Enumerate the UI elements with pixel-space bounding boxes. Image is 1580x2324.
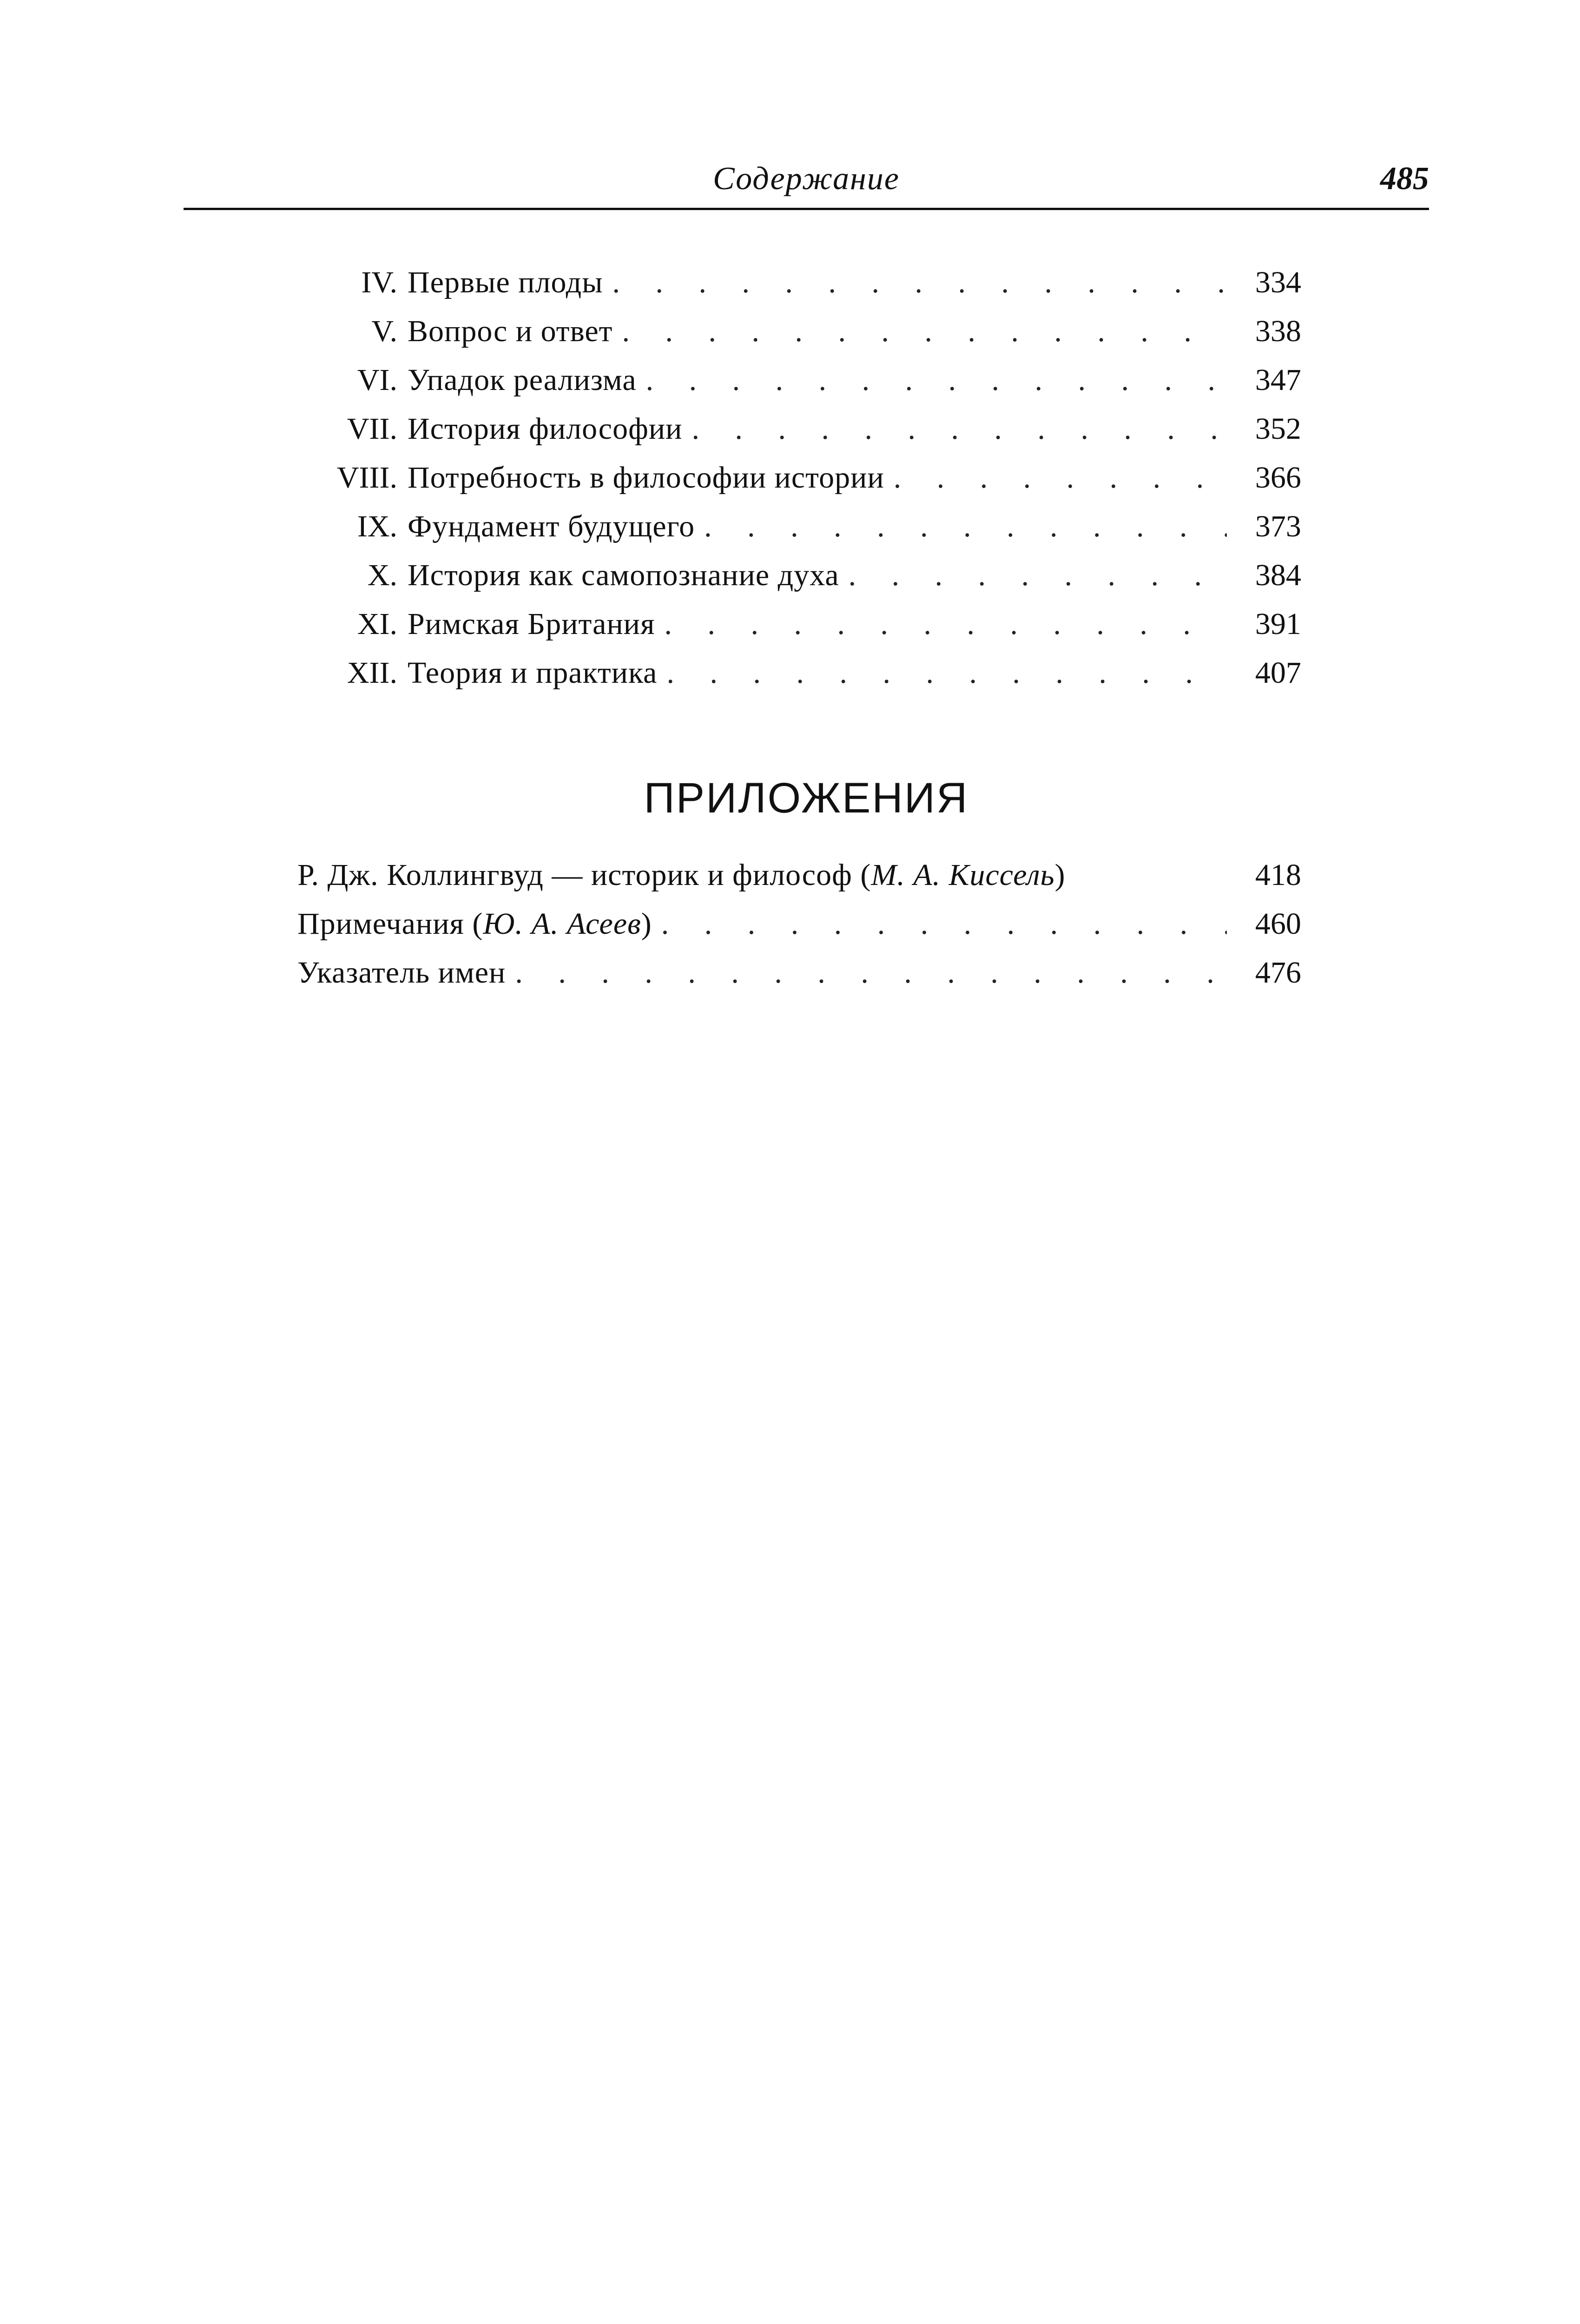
- appendix-author: М. А. Киссель: [871, 858, 1055, 892]
- chapter-page: 338: [1255, 314, 1301, 348]
- chapter-title: Вопрос и ответ: [408, 314, 613, 348]
- dot-leader: [622, 307, 1227, 356]
- running-head-title: Содержание: [713, 161, 900, 197]
- chapter-number: X.: [367, 558, 397, 592]
- appendix-entry-notes[interactable]: [297, 899, 1301, 948]
- chapter-page: 407: [1255, 656, 1301, 690]
- page-number: 485: [1380, 161, 1429, 197]
- chapter-page: 384: [1255, 558, 1301, 592]
- appendix-list: [297, 851, 1301, 997]
- toc-entry-ix[interactable]: [297, 502, 1301, 551]
- chapter-page: 391: [1255, 607, 1301, 641]
- chapter-title: Римская Британия: [408, 607, 655, 641]
- chapter-number: IX.: [357, 509, 397, 543]
- table-of-contents: [297, 258, 1301, 697]
- appendix-close-paren: ): [1054, 858, 1066, 892]
- toc-entry-viii[interactable]: [297, 453, 1301, 502]
- dot-leader: [612, 258, 1227, 307]
- dot-leader: [849, 551, 1227, 600]
- chapter-page: 373: [1255, 509, 1301, 543]
- toc-entry-iv[interactable]: [297, 258, 1301, 307]
- chapter-number: VIII.: [336, 461, 397, 495]
- chapter-number: VII.: [347, 412, 397, 446]
- dot-leader: [646, 356, 1227, 404]
- chapter-number: IV.: [361, 265, 397, 299]
- appendix-title: [297, 899, 652, 948]
- appendix-title: [297, 851, 1066, 899]
- chapter-title: Потребность в философии истории: [408, 461, 884, 495]
- dot-leader: [661, 899, 1227, 948]
- appendix-page: 418: [1255, 858, 1301, 892]
- appendix-heading: ПРИЛОЖЕНИЯ: [644, 774, 969, 822]
- toc-entry-xi[interactable]: [297, 600, 1301, 648]
- dot-leader: [664, 600, 1227, 648]
- appendix-title: [297, 948, 506, 997]
- chapter-number: XI.: [357, 607, 397, 641]
- appendix-entry-index[interactable]: [297, 948, 1301, 997]
- chapter-title: Теория и практика: [408, 656, 658, 690]
- dot-leader: [894, 453, 1227, 502]
- chapter-title: История философии: [408, 412, 683, 446]
- toc-entry-v[interactable]: [297, 307, 1301, 356]
- header-rule: [184, 208, 1429, 210]
- chapter-page: 352: [1255, 412, 1301, 446]
- running-head: [184, 156, 1429, 211]
- chapter-title: Фундамент будущего: [408, 509, 695, 543]
- chapter-title: Упадок реализма: [408, 363, 637, 397]
- chapter-title: Первые плоды: [408, 265, 603, 299]
- chapter-page: 334: [1255, 265, 1301, 299]
- toc-entry-vi[interactable]: [297, 356, 1301, 404]
- chapter-title: История как самопознание духа: [408, 558, 839, 592]
- toc-entry-xii[interactable]: [297, 648, 1301, 697]
- dot-leader: [704, 502, 1227, 551]
- appendix-page: 460: [1255, 907, 1301, 941]
- appendix-title-text: Указатель имен: [297, 956, 506, 990]
- appendix-close-paren: ): [641, 907, 652, 941]
- toc-entry-x[interactable]: [297, 551, 1301, 600]
- appendix-title-text: Р. Дж. Коллингвуд — историк и философ (: [297, 858, 871, 892]
- chapter-page: 366: [1255, 461, 1301, 495]
- dot-leader: [515, 948, 1227, 997]
- appendix-author: Ю. А. Асеев: [483, 907, 641, 941]
- appendix-title-text: Примечания (: [297, 907, 483, 941]
- appendix-page: 476: [1255, 956, 1301, 990]
- appendix-entry-essay[interactable]: [297, 851, 1301, 899]
- dot-leader: [691, 404, 1227, 453]
- chapter-page: 347: [1255, 363, 1301, 397]
- chapter-number: V.: [371, 314, 397, 348]
- dot-leader: [666, 648, 1227, 697]
- chapter-number: XII.: [347, 656, 397, 690]
- chapter-number: VI.: [357, 363, 397, 397]
- toc-entry-vii[interactable]: [297, 404, 1301, 453]
